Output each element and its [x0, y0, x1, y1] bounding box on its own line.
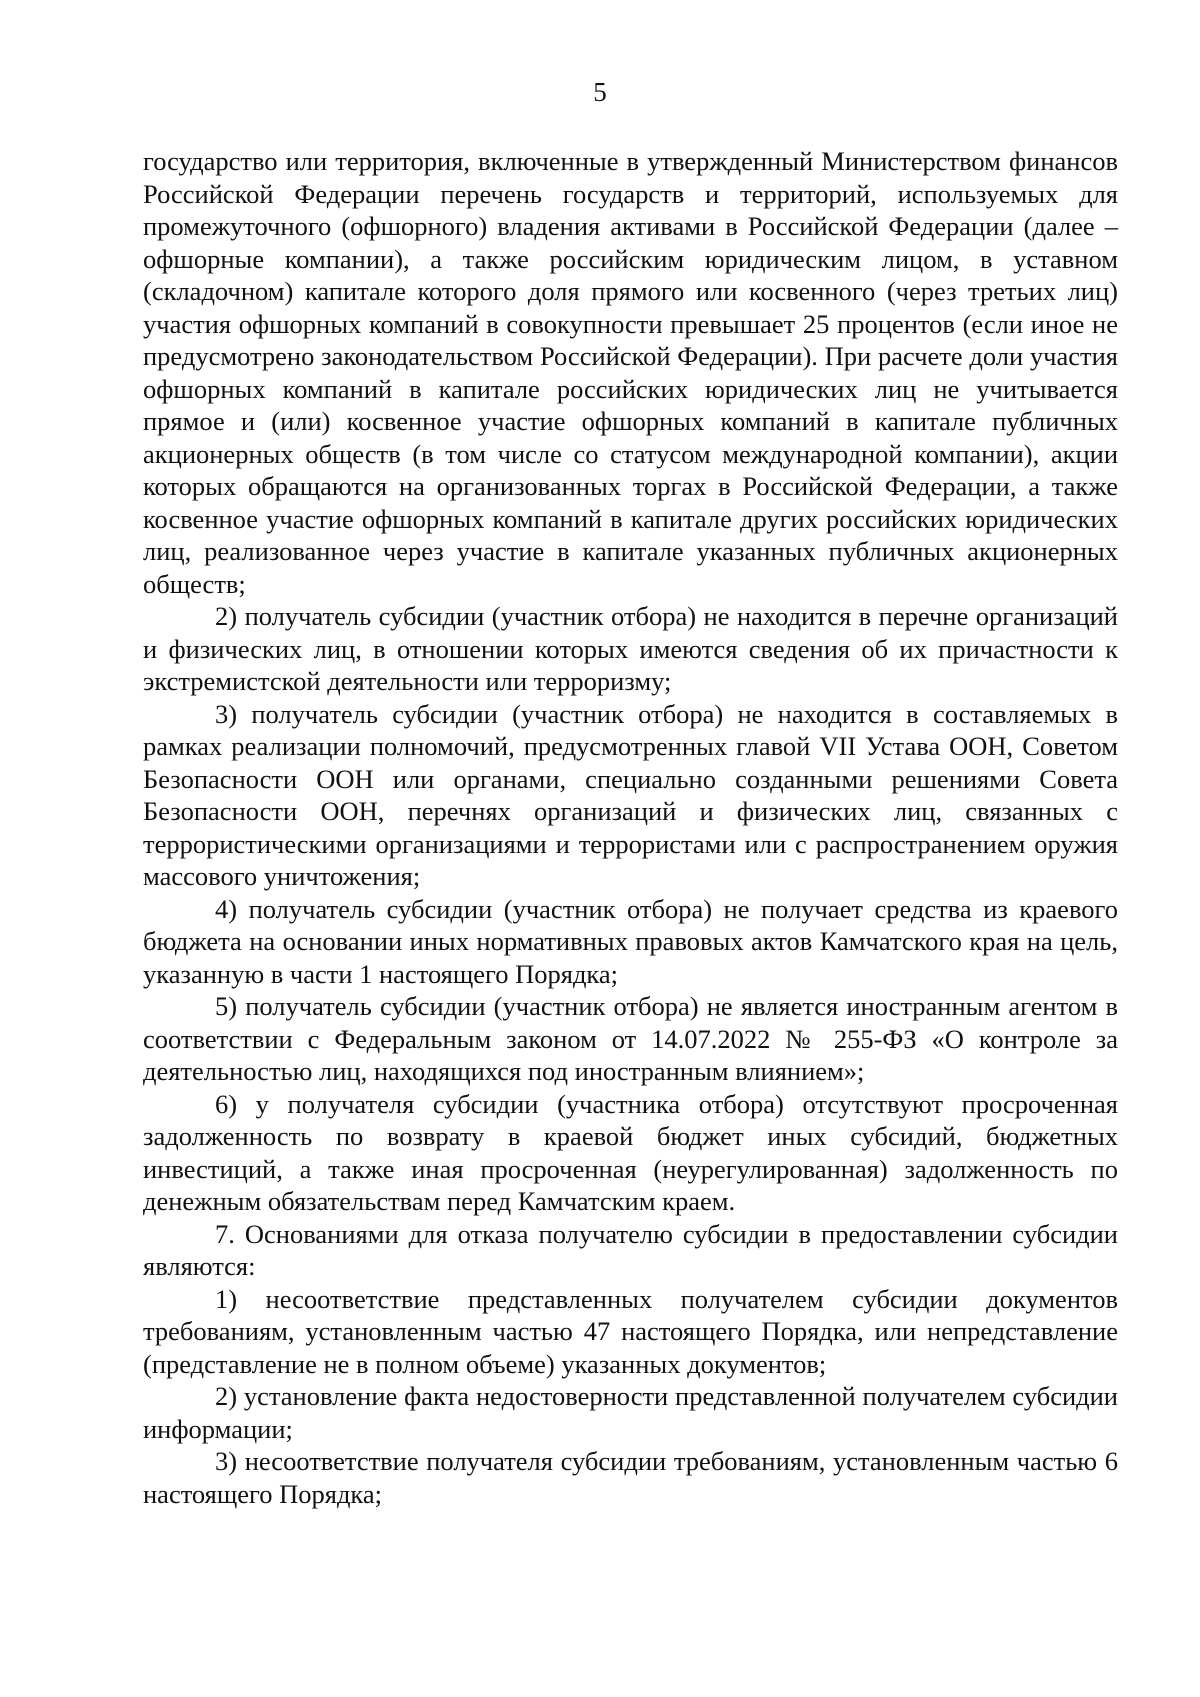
paragraph-item-2-extremism: 2) получатель субсидии (участник отбора) не находится в перечне организаций и физических лиц, в отношении которых имеются сведения об их причастности к экстремистской деятельности или терроризму;	[143, 601, 1118, 696]
paragraph-item-3-un-lists: 3) получатель субсидии (участник отбора) не находится в составляемых в рамках реализации полномочий, предусмотренных главой VII Устава ООН, Советом Безопасности ООН или органами, специально созданными решениями Совета Безопасности ООН, перечнях организаций и физических лиц, связанных с террористическими организациями и террористами или с распространением оружия массового уничтожения;	[143, 698, 1118, 891]
paragraph-refusal-item-2: 2) установление факта недостоверности представленной получателем субсидии информации;	[143, 1381, 1118, 1444]
document-body	[143, 145, 1118, 1510]
paragraph-refusal-item-1: 1) несоответствие представленных получателем субсидии документов требованиям, установленным частью 47 настоящего Порядка, или непредставление (представление не в полном объеме) указанных документов;	[143, 1283, 1118, 1379]
paragraph-item-4-other-funds: 4) получатель субсидии (участник отбора) не получает средства из краевого бюджета на основании иных нормативных правовых актов Камчатского края на цель, указанную в части 1 настоящего Порядка;	[143, 893, 1118, 989]
paragraph-section-7-refusal: 7. Основаниями для отказа получателю субсидии в предоставлении субсидии являются:	[143, 1218, 1118, 1281]
page-number: 5	[593, 77, 607, 107]
paragraph-item-6-debts: 6) у получателя субсидии (участника отбора) отсутствуют просроченная задолженность по возврату в краевой бюджет иных субсидий, бюджетных инвестиций, а также иная просроченная (неурегулированная) задолженность по денежным обязательствам перед Камчатским краем.	[143, 1088, 1118, 1216]
paragraph-item-5-foreign-agent: 5) получатель субсидии (участник отбора) не является иностранным агентом в соответствии с Федеральным законом от 14.07.2022 № 255-ФЗ «О контроле за деятельностью лиц, находящихся под иностранным влиянием»;	[143, 991, 1118, 1086]
paragraph-refusal-item-3: 3) несоответствие получателя субсидии требованиям, установленным частью 6 настоящего Порядка;	[143, 1446, 1118, 1509]
paragraph-offshore-continuation: государство или территория, включенные в утвержденный Министерством финансов Российской Федерации перечень государств и территорий, используемых для промежуточного (офшорного) владения активами в Российской Федерации (далее – офшорные компании), а также российским юридическим лицом, в уставном (складочном) капитале которого доля прямого или косвенного (через третьих лиц) участия офшорных компаний в совокупности превышает 25 процентов (если иное не предусмотрено законодательством Российской Федерации). При расчете доли участия офшорных компаний в капитале российских юридических лиц не учитывается прямое и (или) косвенное участие офшорных компаний в капитале публичных акционерных обществ (в том числе со статусом международной компании), акции которых обращаются на организованных торгах в Российской Федерации, а также косвенное участие офшорных компаний в капитале других российских юридических лиц, реализованное через участие в капитале указанных публичных акционерных обществ;	[143, 146, 1118, 599]
